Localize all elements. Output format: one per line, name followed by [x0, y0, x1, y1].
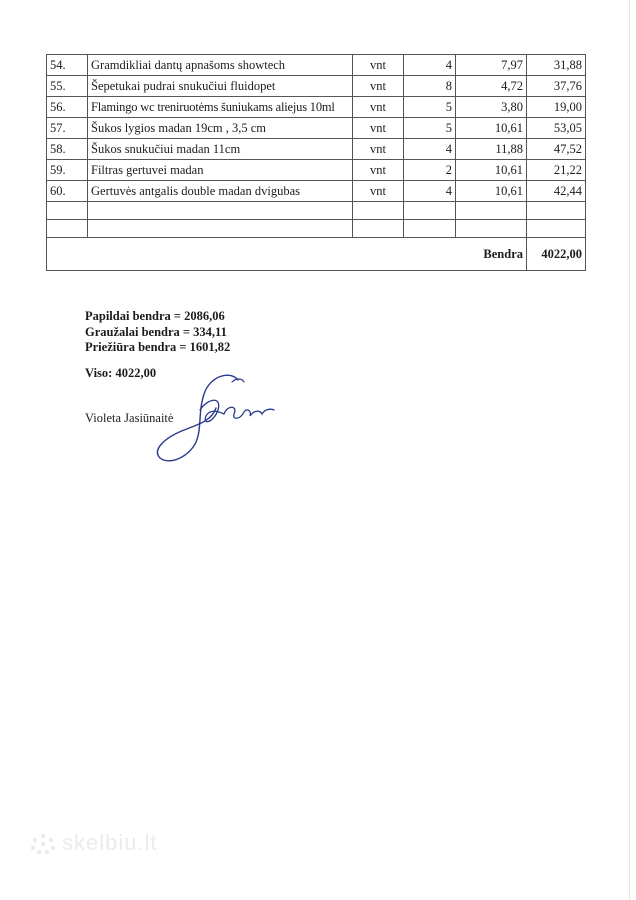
empty-cell: [353, 220, 404, 238]
table-row: [47, 181, 586, 202]
table-row: [47, 55, 586, 76]
row-number: 58.: [47, 139, 88, 160]
item-total: 42,44: [527, 181, 586, 202]
item-quantity: 4: [404, 139, 456, 160]
total-value: 4022,00: [527, 238, 586, 271]
item-price: 3,80: [456, 97, 527, 118]
row-number: 60.: [47, 181, 88, 202]
item-quantity: 8: [404, 76, 456, 97]
watermark-text: skelbiu.lt: [62, 830, 158, 855]
item-unit: vnt: [353, 118, 404, 139]
item-name: Flamingo wc treniruotėms šuniukams aliejus 10ml: [88, 97, 353, 118]
total-row: [47, 238, 586, 271]
item-price: 7,97: [456, 55, 527, 76]
item-unit: vnt: [353, 76, 404, 97]
item-quantity: 5: [404, 97, 456, 118]
table-row: [47, 139, 586, 160]
empty-cell: [88, 202, 353, 220]
item-price: 11,88: [456, 139, 527, 160]
item-name: Šukos lygios madan 19cm , 3,5 cm: [88, 118, 353, 139]
item-price: 10,61: [456, 181, 527, 202]
empty-cell: [456, 202, 527, 220]
empty-cell: [527, 202, 586, 220]
scan-edge: [629, 0, 630, 900]
empty-row: [47, 202, 586, 220]
item-name: Šepetukai pudrai snukučiui fluidopet: [88, 76, 353, 97]
empty-cell: [88, 220, 353, 238]
table-row: [47, 97, 586, 118]
row-number: 55.: [47, 76, 88, 97]
item-unit: vnt: [353, 55, 404, 76]
item-unit: vnt: [353, 139, 404, 160]
row-number: 59.: [47, 160, 88, 181]
table-row: [47, 160, 586, 181]
empty-cell: [47, 202, 88, 220]
total-label: Bendra: [47, 238, 527, 271]
summary-care: Priežiūra bendra = 1601,82: [85, 340, 231, 354]
empty-cell: [456, 220, 527, 238]
grand-total: Viso: 4022,00: [85, 366, 157, 380]
handwritten-signature: [150, 368, 280, 468]
item-price: 10,61: [456, 160, 527, 181]
empty-cell: [47, 220, 88, 238]
category-summary: [85, 309, 230, 356]
empty-cell: [404, 202, 456, 220]
empty-row: [47, 220, 586, 238]
table-row: [47, 118, 586, 139]
item-total: 53,05: [527, 118, 586, 139]
item-total: 47,52: [527, 139, 586, 160]
skelbiu-logo-icon: [30, 833, 56, 855]
item-quantity: 2: [404, 160, 456, 181]
row-number: 54.: [47, 55, 88, 76]
row-number: 57.: [47, 118, 88, 139]
item-name: Šukos snukučiui madan 11cm: [88, 139, 353, 160]
item-quantity: 4: [404, 55, 456, 76]
item-quantity: 4: [404, 181, 456, 202]
item-name: Filtras gertuvei madan: [88, 160, 353, 181]
item-total: 37,76: [527, 76, 586, 97]
items-table: [46, 54, 586, 271]
item-name: Gramdikliai dantų apnašoms showtech: [88, 55, 353, 76]
signer-name: Violeta Jasiūnaitė: [85, 411, 174, 425]
item-unit: vnt: [353, 181, 404, 202]
row-number: 56.: [47, 97, 88, 118]
item-unit: vnt: [353, 160, 404, 181]
item-price: 10,61: [456, 118, 527, 139]
item-total: 31,88: [527, 55, 586, 76]
item-name: Gertuvės antgalis double madan dvigubas: [88, 181, 353, 202]
summary-chews: Graužalai bendra = 334,11: [85, 324, 227, 339]
summary-supplements: Papildai bendra = 2086,06: [85, 309, 225, 323]
item-total: 19,00: [527, 97, 586, 118]
item-quantity: 5: [404, 118, 456, 139]
item-total: 21,22: [527, 160, 586, 181]
item-price: 4,72: [456, 76, 527, 97]
empty-cell: [404, 220, 456, 238]
empty-cell: [527, 220, 586, 238]
table-row: [47, 76, 586, 97]
empty-cell: [353, 202, 404, 220]
item-unit: vnt: [353, 97, 404, 118]
